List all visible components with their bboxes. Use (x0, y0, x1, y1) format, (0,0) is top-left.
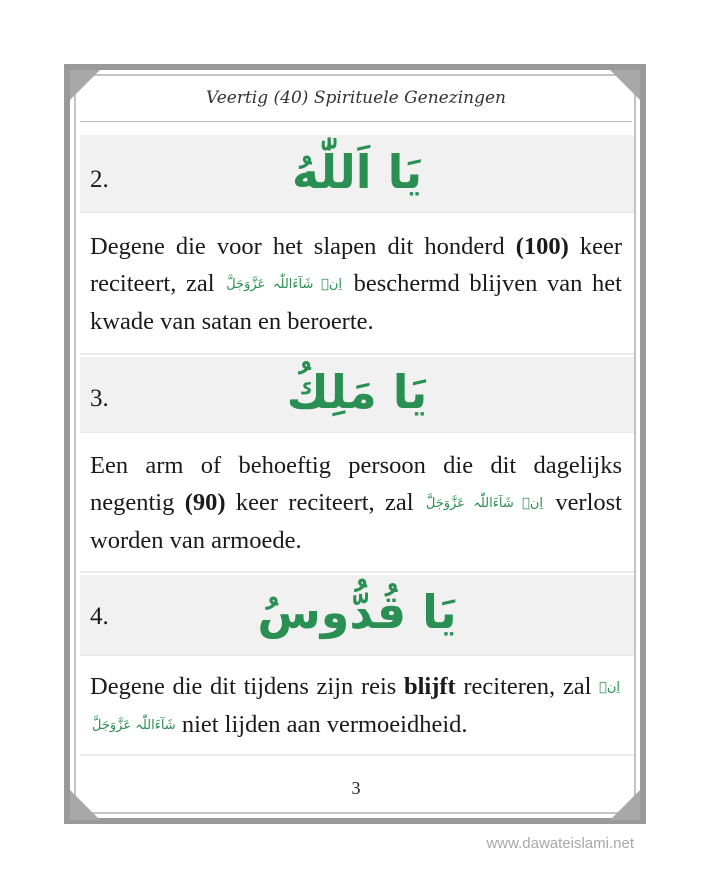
paragraph-text: keer reciteert, zal (225, 489, 424, 516)
arabic-divine-name: يَا قُدُّوسُ (257, 585, 457, 639)
section-divider (80, 754, 634, 756)
arabic-divine-name: يَا اَللّٰهُ (291, 145, 423, 199)
section-number: 4. (90, 603, 109, 630)
paragraph-text: verlost worden van armoede. (90, 489, 622, 554)
paragraph-text: beschermd blijven van het kwade van satan en beroerte. (90, 270, 622, 335)
page-number: 3 (351, 778, 361, 798)
paragraph-text: niet lijden aan vermoeidheid. (175, 711, 468, 738)
website-link[interactable]: www.dawateislami.net (486, 835, 634, 852)
paragraph-bold: blijft (403, 673, 456, 700)
inline-arabic-phrase: اِنۡ شَآءَاللّٰہ عَزَّوَجَلَّ (226, 277, 342, 292)
paragraph-text: Degene die dit tijdens zijn reis (90, 673, 404, 700)
paragraph-text: Degene die voor het slapen dit honderd (90, 233, 516, 260)
name-band-2 (80, 135, 634, 213)
inline-arabic-phrase: اِنۡ شَآءَاللّٰہ عَزَّوَجَلَّ (425, 496, 543, 511)
section-number: 2. (90, 166, 109, 193)
paragraph-4 (90, 668, 622, 744)
section-number: 3. (90, 385, 109, 412)
running-header: Veertig (40) Spirituele Genezingen (206, 88, 506, 108)
paragraph-text: Een arm of behoeftig persoon die dit dagelijks negentig (90, 452, 622, 516)
section-divider (80, 571, 634, 573)
paragraph-text: keer reciteert, zal (90, 233, 622, 297)
inline-arabic-phrase: اِنۡ شَآءَاللّٰہ عَزَّوَجَلَّ (92, 680, 620, 733)
name-band-4 (80, 575, 634, 656)
section-divider (80, 353, 634, 355)
paragraph-bold: (100) (515, 233, 569, 260)
header-divider (80, 121, 632, 122)
paragraph-bold: (90) (184, 489, 226, 516)
paragraph-3 (90, 447, 622, 559)
name-band-3 (80, 357, 634, 433)
paragraph-2 (90, 228, 622, 340)
arabic-divine-name: يَا مَلِكُ (286, 365, 428, 419)
paragraph-text: reciteren, zal (455, 673, 600, 700)
